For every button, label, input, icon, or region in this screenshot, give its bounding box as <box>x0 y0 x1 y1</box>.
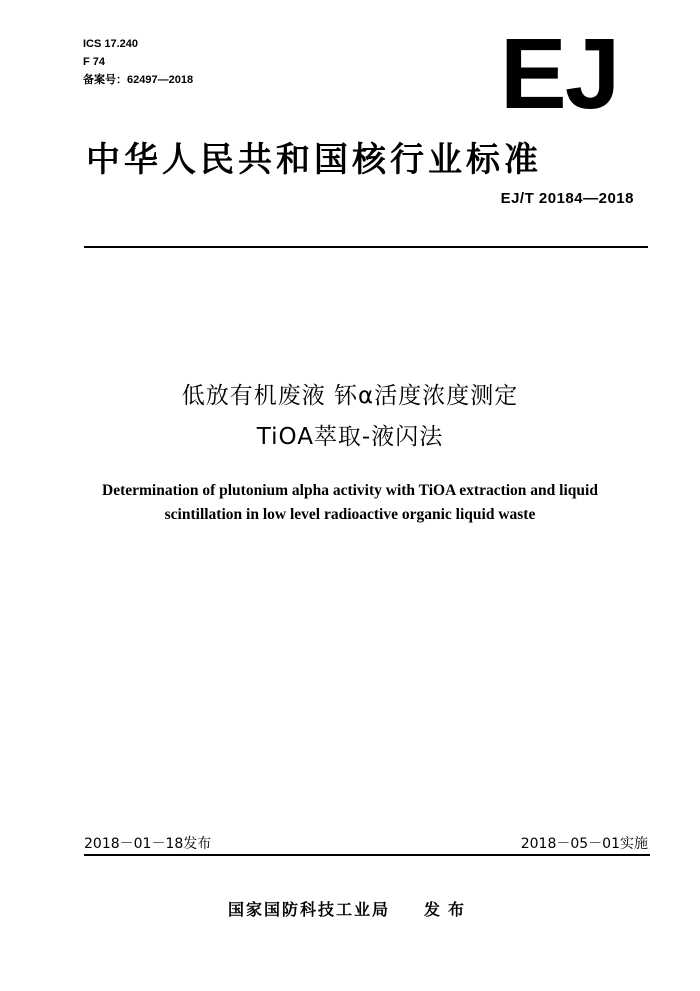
publisher-name: 国家国防科技工业局 <box>227 900 390 919</box>
english-title-line-1: Determination of plutonium alpha activity with TiOA extraction and liquid <box>102 482 598 499</box>
ics-code: ICS 17.240 <box>83 38 139 50</box>
chinese-title-line-1: 低放有机废液 钚α活度浓度测定 <box>181 383 519 409</box>
publish-label: 发布 <box>424 900 473 919</box>
ej-logo: EJ <box>500 18 619 130</box>
standard-number: EJ/T 20184—2018 <box>500 190 634 207</box>
bottom-divider <box>84 854 650 856</box>
standard-category-title: 中华人民共和国核行业标准 <box>86 140 542 180</box>
issue-date: 2018－01－18发布 <box>84 836 212 852</box>
classification-code: F 74 <box>83 56 106 68</box>
top-divider <box>84 246 648 248</box>
record-number: 备案号：62497—2018 <box>83 74 194 86</box>
english-title-line-2: scintillation in low level radioactive organic liquid waste <box>164 506 536 523</box>
publisher-line <box>0 900 700 920</box>
chinese-title-line-2: TiOA萃取-液闪法 <box>256 424 444 450</box>
implementation-date: 2018－05－01实施 <box>520 836 648 852</box>
